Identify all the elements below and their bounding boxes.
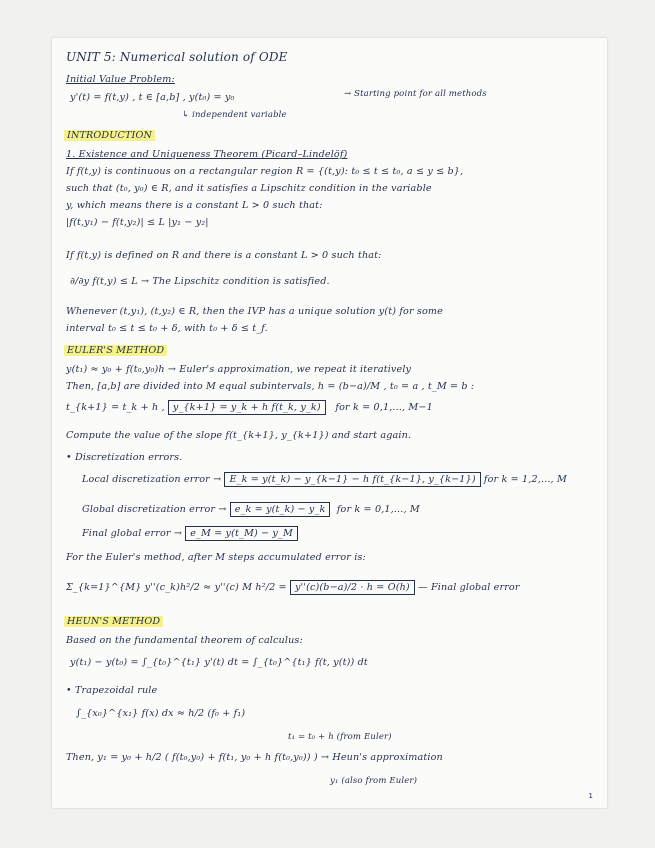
euler-approx: y(t₁) ≈ y₀ + f(t₀,y₀)h → Euler's approximation, we repeat it iteratively bbox=[66, 364, 412, 375]
heun-based: Based on the fundamental theorem of calculus: bbox=[66, 635, 303, 646]
heun-heading bbox=[64, 616, 163, 628]
euler-step-prefix: t_{k+1} = t_k + h , bbox=[66, 402, 165, 413]
heun-t1-note: t₁ = t₀ + h (from Euler) bbox=[288, 732, 392, 742]
theorem-line-7: Whenever (t,y₁), (t,y₂) ∈ R, then the IVP has a unique solution y(t) for some bbox=[66, 306, 443, 317]
global-error-formula: e_k = y(t_k) − y_k bbox=[230, 502, 331, 517]
euler-sum-left: Σ_{k=1}^{M} y''(c_k)h²/2 ≈ y''(c) M h²/2 = bbox=[66, 582, 287, 593]
page-title: UNIT 5: Numerical solution of ODE bbox=[66, 50, 288, 64]
global-error-row bbox=[82, 504, 420, 516]
local-error-label: Local discretization error → bbox=[82, 474, 222, 485]
ivp-sub-note: ↳ independent variable bbox=[182, 110, 287, 120]
local-error-formula: E_k = y(t_k) − y_{k−1} − h f(t_{k−1}, y_{k−1}) bbox=[224, 472, 480, 487]
ivp-heading: Initial Value Problem: bbox=[66, 74, 175, 85]
theorem-line-3: y, which means there is a constant L > 0 such that: bbox=[66, 200, 323, 211]
discretization-heading: • Discretization errors. bbox=[66, 452, 183, 463]
ivp-equation: y'(t) = f(t,y) , t ∈ [a,b] , y(t₀) = y₀ bbox=[70, 92, 235, 103]
theorem-line-4: |f(t,y₁) − f(t,y₂)| ≤ L |y₁ − y₂| bbox=[66, 217, 209, 228]
intro-heading bbox=[64, 130, 155, 142]
notes-page bbox=[52, 38, 607, 808]
theorem-line-6: ∂/∂y f(t,y) ≤ L → The Lipschitz condition is satisfied. bbox=[70, 276, 330, 287]
trapezoidal-rule: ∫_{x₀}^{x₁} f(x) dx ≈ h/2 (f₀ + f₁) bbox=[76, 708, 246, 719]
ivp-note: → Starting point for all methods bbox=[344, 89, 487, 99]
euler-step-formula: y_{k+1} = y_k + h f(t_k, y_k) bbox=[168, 400, 326, 415]
euler-heading-text: EULER'S METHOD bbox=[64, 345, 167, 356]
intro-heading-text: INTRODUCTION bbox=[64, 130, 155, 141]
euler-sum-note: — Final global error bbox=[418, 582, 520, 593]
euler-sum-formula: y''(c)(b−a)/2 · h = O(h) bbox=[290, 580, 415, 595]
local-error-row bbox=[82, 474, 567, 486]
euler-then: Then, [a,b] are divided into M equal subintervals, h = (b−a)/M , t₀ = a , t_M = b : bbox=[66, 381, 475, 392]
heun-ftc: y(t₁) − y(t₀) = ∫_{t₀}^{t₁} y'(t) dt = ∫_{t₀}^{t₁} f(t, y(t)) dt bbox=[70, 657, 368, 668]
euler-after: For the Euler's method, after M steps accumulated error is: bbox=[66, 552, 366, 563]
euler-heading bbox=[64, 345, 167, 357]
euler-step bbox=[66, 402, 433, 414]
theorem-line-2: such that (t₀, y₀) ∈ R, and it satisfies a Lipschitz condition in the variable bbox=[66, 183, 432, 194]
euler-sum bbox=[66, 582, 520, 594]
final-error-row bbox=[82, 528, 298, 540]
global-error-label: Global discretization error → bbox=[82, 504, 227, 515]
euler-compute: Compute the value of the slope f(t_{k+1}, y_{k+1}) and start again. bbox=[66, 430, 412, 441]
final-error-label: Final global error → bbox=[82, 528, 183, 539]
theorem-line-8: interval t₀ ≤ t ≤ t₀ + δ, with t₀ + δ ≤ t_f. bbox=[66, 323, 268, 334]
heun-heading-text: HEUN'S METHOD bbox=[64, 616, 163, 627]
euler-step-suffix: for k = 0,1,..., M−1 bbox=[335, 402, 433, 413]
heun-formula: Then, y₁ = y₀ + h/2 ( f(t₀,y₀) + f(t₁, y₀ + h f(t₀,y₀)) ) → Heun's approximation bbox=[66, 752, 443, 763]
theorem-title: 1. Existence and Uniqueness Theorem (Picard–Lindelöf) bbox=[66, 149, 348, 160]
theorem-line-5: If f(t,y) is defined on R and there is a constant L > 0 such that: bbox=[66, 250, 382, 261]
local-error-range: for k = 1,2,..., M bbox=[483, 474, 567, 485]
heun-y1-note: y₁ (also from Euler) bbox=[330, 776, 418, 786]
theorem-line-1: If f(t,y) is continuous on a rectangular region R = {(t,y): t₀ ≤ t ≤ t₀, a ≤ y ≤ b}, bbox=[66, 166, 464, 177]
trapezoidal-heading: • Trapezoidal rule bbox=[66, 685, 158, 696]
final-error-formula: e_M = y(t_M) − y_M bbox=[185, 526, 298, 541]
global-error-range: for k = 0,1,..., M bbox=[336, 504, 420, 515]
page-number: 1 bbox=[588, 792, 593, 800]
